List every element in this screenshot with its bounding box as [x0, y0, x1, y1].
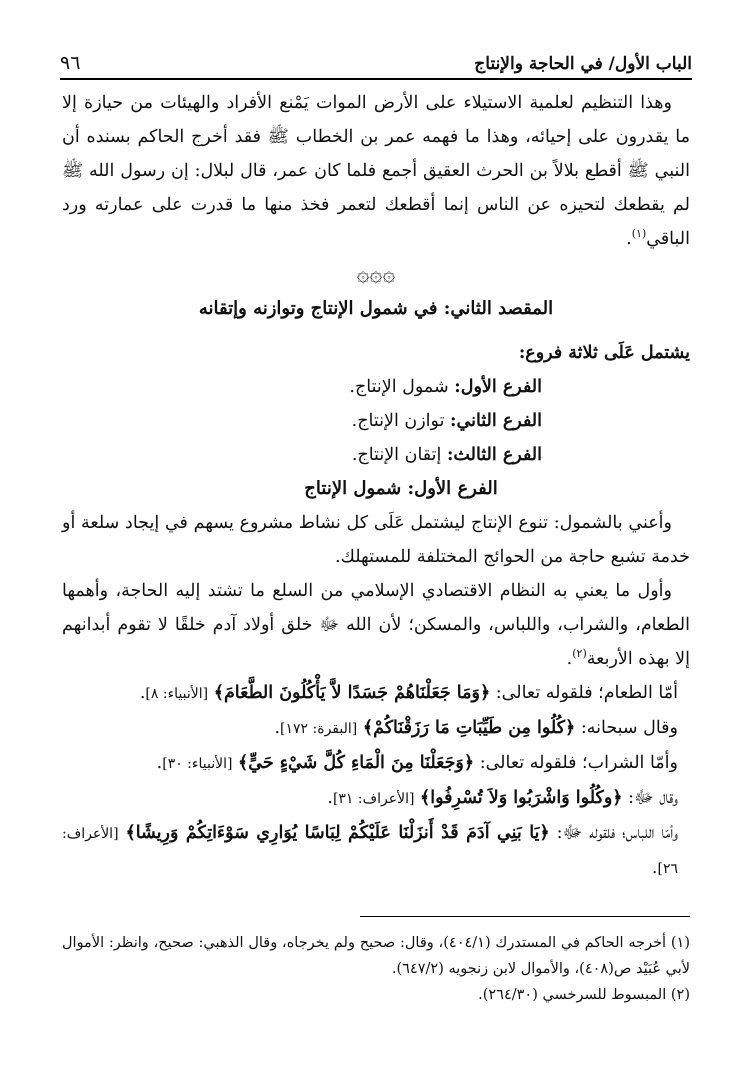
quran-verse: ﴿كُلُوا مِن طَيِّبَاتِ مَا رَزَقْنَاكُمْ﴾	[362, 718, 576, 738]
running-title: الباب الأول/ في الحاجة والإنتاج	[474, 54, 692, 74]
footnote-separator	[360, 916, 690, 917]
paragraph-text: وأول ما يعني به النظام الاقتصادي الإسلامي من السلع ما تشتد إليه الحاجة، وأهمها الطعام، والشراب، واللباس، والمسكن؛ لأن الله ﷻ خلق أولاد آدم خلقًا لا تقوم أبدانهم إلا بهذه الأربعة	[62, 581, 690, 669]
branch-text: إتقان الإنتاج.	[351, 445, 442, 465]
quran-citation-drink: وأمّا الشراب؛ فلقوله تعالى: ﴿وَجَعَلْنَا مِنَ الْمَاءِ كُلَّ شَيْءٍ حَيٍّ﴾ [الأنبياء: ٣٠].	[156, 753, 678, 773]
footnote-2: (٢) المبسوط للسرخسي (٢٦٤/٣٠).	[478, 987, 690, 1003]
citation-intro: وأمّا اللباس؛ فلقوله ﷻ:	[549, 823, 678, 843]
branch-item	[62, 404, 690, 438]
branch-item	[62, 370, 690, 404]
quran-verse: ﴿وَجَعَلْنَا مِنَ الْمَاءِ كُلَّ شَيْءٍ حَيٍّ﴾	[238, 753, 475, 773]
footnote-1: (١) أخرجه الحاكم في المستدرك (٤٠٤/١)، وقال: صحيح ولم يخرجاه، وقال الذهبي: صحيح، وانظر: الأموال لأبي عُبَيْد ص(٤٠٨)، والأموال لابن زنجويه (٦٤٧/٢).	[62, 935, 690, 977]
verse-reference: [الأعراف: ٢٦]	[62, 826, 678, 877]
branch-label: الفرع الأول:	[454, 377, 542, 397]
quran-citation-clothing: وأمّا اللباس؛ فلقوله ﷻ: ﴿يَا بَنِي آدَمَ قَدْ أَنزَلْنَا عَلَيْكُمْ لِبَاسًا يُوَارِي سَوْءَاتِكُمْ وَرِيشًا﴾ [الأعراف: ٢٦].	[62, 823, 678, 878]
branch-text: شمول الإنتاج.	[349, 377, 449, 397]
footnote-marker: (١)	[631, 227, 647, 241]
footnote-marker: (٢)	[572, 647, 587, 661]
paragraph-comprehensiveness: وأعني بالشمول: تنوع الإنتاج ليشتمل عَلَى كل نشاط مشروع يسهم في إيجاد سلعة أو خدمة تشبع حاجة من الحوائج المختلفة للمستهلك.	[62, 513, 690, 567]
branch-heading: الفرع الأول: شمول الإنتاج	[304, 478, 498, 499]
citation-intro: وقال ﷻ:	[622, 788, 678, 808]
citation-intro: أمّا الطعام؛ فلقوله تعالى:	[490, 683, 678, 703]
quran-verse: ﴿وكُلُوا وَاشْرَبُوا وَلاَ تُسْرِفُوا﴾	[420, 788, 623, 808]
quran-verse: ﴿يَا بَنِي آدَمَ قَدْ أَنزَلْنَا عَلَيْكُمْ لِبَاسًا يُوَارِي سَوْءَاتِكُمْ وَرِيشًا﴾	[125, 823, 550, 843]
verse-reference: [الأعراف: ٣١]	[332, 791, 415, 807]
quran-citation-food: أمّا الطعام؛ فلقوله تعالى: ﴿وَمَا جَعَلْنَاهُمْ جَسَدًا لاَّ يَأْكُلُونَ الطَّعَامَ﴾ [الأنبياء: ٨].	[139, 683, 678, 703]
quran-citation-eat-drink: وقال ﷻ: ﴿وكُلُوا وَاشْرَبُوا وَلاَ تُسْرِفُوا﴾ [الأعراف: ٣١].	[327, 788, 678, 808]
ornament-glyphs: ۞۞۞	[356, 262, 396, 287]
quran-citation-provision: وقال سبحانه: ﴿كُلُوا مِن طَيِّبَاتِ مَا رَزَقْنَاكُمْ﴾ [البقرة: ١٧٢].	[274, 718, 678, 738]
branch-text: توازن الإنتاج.	[351, 411, 445, 431]
citation-intro: وقال سبحانه:	[575, 718, 678, 738]
branch-label: الفرع الثالث:	[446, 445, 542, 465]
citation-intro: وأمّا الشراب؛ فلقوله تعالى:	[474, 753, 678, 773]
page-body	[62, 86, 690, 886]
paragraph-text: وهذا التنظيم لعلمية الاستيلاء على الأرض الموات يَمْنع الأفراد والهيئات من حيازة إلا ما يقدرون على إحيائه، وهذا ما فهمه عمر بن الخطاب ﷺ فقد أخرج الحاكم بسنده أن النبي ﷺ أقطع بلالاً بن الحرث العقيق أجمع فلما كان عمر، قال لبلال: إن رسول الله ﷺ لم يقطعك لتحيزه عن الناس إنما أقطعك لتعمر فخذ منها ما قدرت على عمارته ورد الباقي	[62, 93, 690, 249]
branch-item	[62, 438, 690, 472]
paragraph-land-organization	[62, 86, 690, 256]
page-number: ٩٦	[60, 52, 81, 74]
period: .	[566, 649, 573, 669]
verse-reference: [الأنبياء: ٨]	[145, 686, 209, 702]
ornament-divider	[62, 260, 690, 290]
section-heading: المقصد الثاني: في شمول الإنتاج وتوازنه وإتقانه	[198, 298, 554, 319]
branches-intro: يشتمل عَلَى ثلاثة فروع:	[518, 343, 690, 363]
quran-verse: ﴿وَمَا جَعَلْنَاهُمْ جَسَدًا لاَّ يَأْكُلُونَ الطَّعَامَ﴾	[213, 683, 491, 703]
paragraph-basic-needs	[62, 574, 690, 676]
branch-label: الفرع الثاني:	[450, 411, 542, 431]
page-header	[60, 34, 692, 80]
verse-reference: [البقرة: ١٧٢]	[280, 721, 358, 737]
footnotes	[62, 930, 690, 1008]
verse-reference: [الأنبياء: ٣٠]	[162, 756, 233, 772]
period: .	[626, 229, 632, 249]
